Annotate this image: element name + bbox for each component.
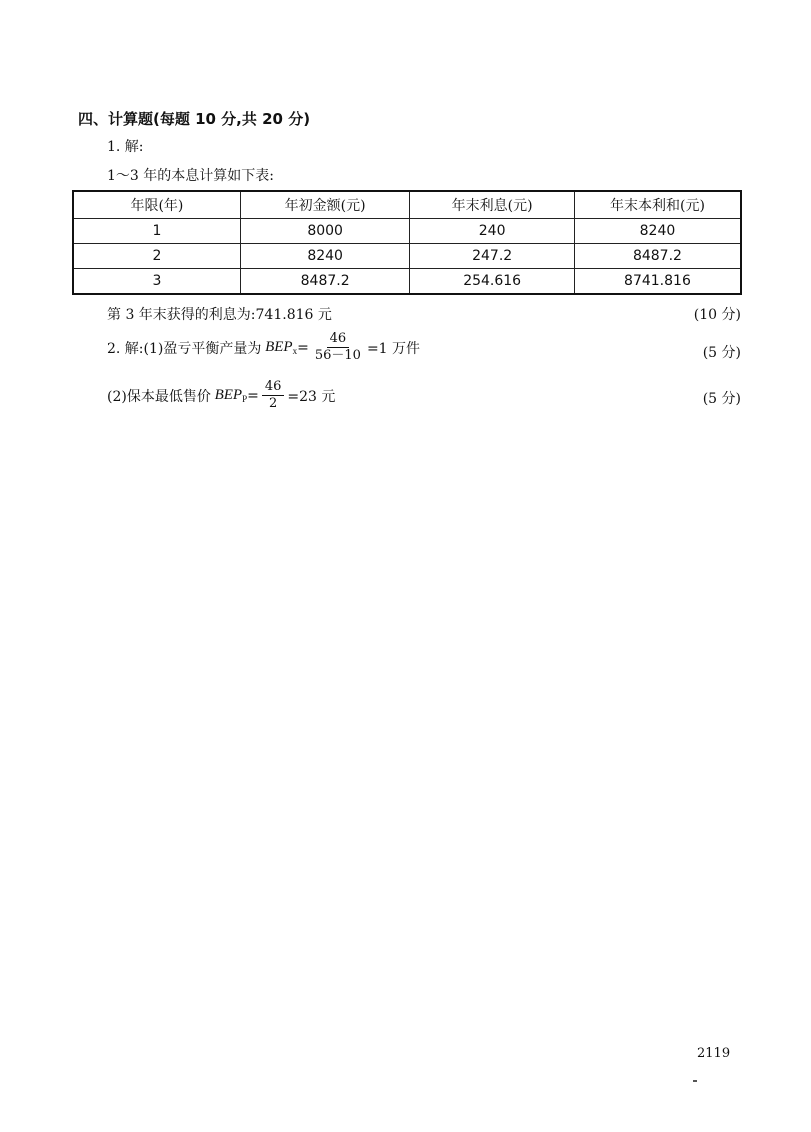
table-cell: 8487.2	[574, 244, 741, 269]
variable-name: BEP	[214, 387, 243, 403]
interest-table	[72, 190, 742, 295]
formula-prefix: 2. 解:(1)盈亏平衡产量为	[107, 340, 262, 357]
table-row	[73, 269, 741, 295]
table-cell: 247.2	[410, 244, 575, 269]
table-header-row	[73, 191, 741, 219]
question-2-part-1-score: (5 分)	[702, 345, 741, 361]
variable-subscript: x	[292, 346, 298, 356]
formula-variable	[211, 387, 247, 404]
table-cell: 1	[73, 219, 240, 244]
fraction-numerator: 46	[262, 380, 285, 396]
page-number: 2119	[697, 1046, 731, 1061]
table-row	[73, 244, 741, 269]
column-header: 年限(年)	[73, 191, 240, 219]
table-cell: 8487.2	[240, 269, 409, 295]
table-cell: 8741.816	[574, 269, 741, 295]
fraction-denominator: 56－10	[314, 348, 361, 363]
equals-sign: =	[297, 339, 309, 356]
scan-speck	[693, 1080, 697, 1082]
equals-sign: =	[247, 387, 259, 404]
table-cell: 8240	[240, 244, 409, 269]
table-cell: 240	[410, 219, 575, 244]
fraction-denominator: 2	[268, 396, 278, 411]
table-cell: 2	[73, 244, 240, 269]
fraction	[262, 380, 285, 411]
table-cell: 8000	[240, 219, 409, 244]
variable-name: BEP	[265, 339, 293, 355]
formula-variable	[261, 339, 297, 356]
question-2-part-1	[107, 332, 420, 363]
column-header: 年末本利和(元)	[574, 191, 741, 219]
formula-prefix: (2)保本最低售价	[107, 388, 211, 405]
table-cell: 254.616	[410, 269, 575, 295]
section-title: 四、计算题(每题 10 分,共 20 分)	[78, 110, 311, 128]
table-cell: 3	[73, 269, 240, 295]
variable-subscript: P	[242, 394, 248, 404]
formula-suffix: =1 万件	[366, 340, 421, 357]
question-2-part-2-score: (5 分)	[702, 391, 741, 407]
question-1-label: 1. 解:	[107, 139, 144, 155]
column-header: 年末利息(元)	[410, 191, 575, 219]
question-1-score: (10 分)	[693, 307, 741, 323]
question-1-result: 第 3 年末获得的利息为:741.816 元	[107, 307, 332, 323]
fraction-numerator: 46	[327, 332, 350, 348]
column-header: 年初金额(元)	[240, 191, 409, 219]
table-intro: 1～3 年的本息计算如下表:	[107, 168, 274, 184]
table-cell: 8240	[574, 219, 741, 244]
question-2-part-2	[107, 380, 335, 411]
formula-suffix: =23 元	[287, 388, 336, 405]
table-row	[73, 219, 741, 244]
fraction	[312, 332, 364, 363]
